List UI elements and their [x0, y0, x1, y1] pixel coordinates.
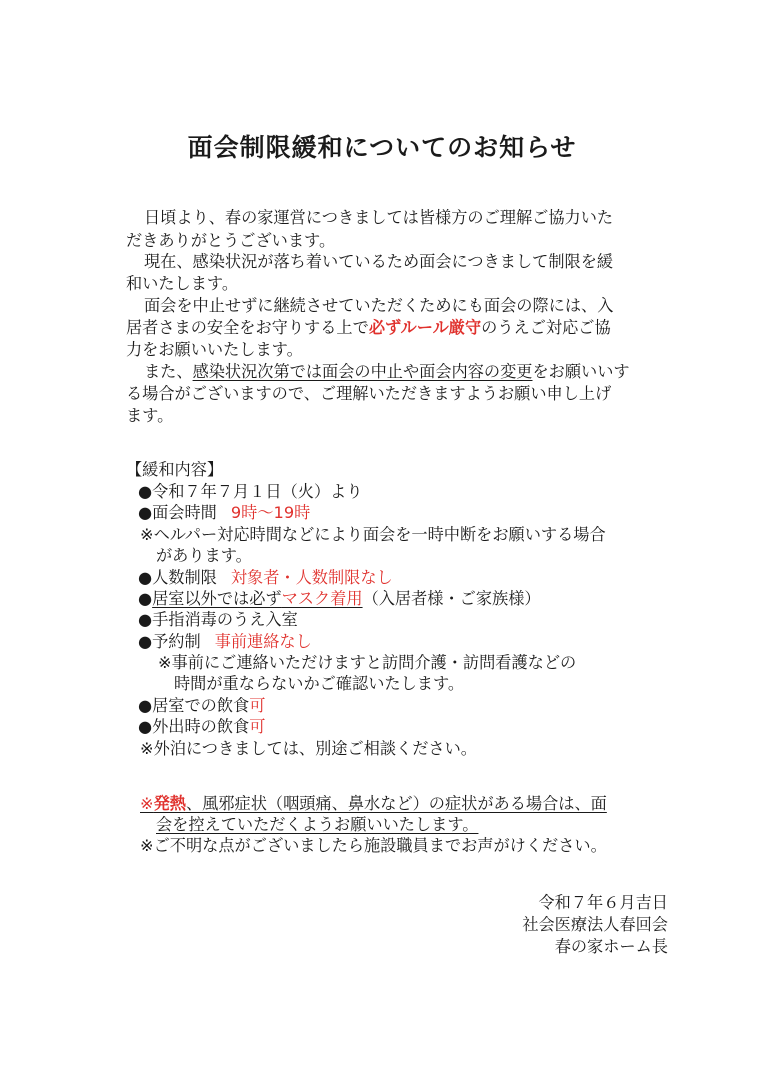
details-heading: 【緩和内容】 — [126, 460, 224, 479]
visit-hours-value: 9時～19時 — [230, 503, 311, 522]
reservation-note-line1: ※事前にご連絡いただけますと訪問介護・訪問看護などの — [158, 653, 577, 672]
details-start-date: ●令和７年７月１日（火）より — [138, 482, 363, 501]
hours-note-line2: があります。 — [156, 546, 252, 565]
details-people-limit — [138, 568, 393, 588]
intro-p4-line1 — [144, 362, 630, 382]
notice-line2 — [156, 815, 478, 835]
eat-room-label: ●居室での飲食 — [138, 696, 250, 715]
people-limit-value: 対象者・人数制限なし — [230, 568, 393, 587]
details-visit-hours — [138, 503, 310, 523]
intro-p3-line2 — [126, 318, 611, 338]
details-reservation — [138, 632, 312, 652]
details-hand-sanitize: ●手指消毒のうえ入室 — [138, 610, 298, 629]
eat-room-value: 可 — [249, 696, 266, 715]
details-mask — [138, 589, 541, 609]
signature-date: 令和７年６月吉日 — [538, 893, 668, 912]
intro-p3-line1: 面会を中止せずに継続させていただくためにも面会の際には、入 — [144, 296, 614, 315]
intro-p1-line1: 日頃より、春の家運営につきましては皆様方のご理解ご協力いた — [144, 208, 614, 227]
fever-emphasis: 発熱 — [153, 794, 186, 813]
details-eat-room — [138, 696, 265, 716]
intro-p1-line2: だきありがとうございます。 — [126, 231, 336, 250]
mask-bullet: ● — [138, 589, 153, 608]
details-overnight: ※外泊につきましては、別途ご相談ください。 — [140, 739, 477, 758]
eat-out-label: ●外出時の飲食 — [138, 717, 250, 736]
rule-emphasis: 必ずルール厳守 — [368, 318, 482, 337]
people-limit-label: ●人数制限 — [138, 568, 217, 587]
intro-p2-line2: 和いたします。 — [126, 274, 239, 293]
intro-p3-text-b: のうえご対応ご協 — [481, 318, 611, 337]
details-eat-out — [138, 717, 265, 737]
mask-text-underlined — [152, 589, 362, 608]
intro-p3-text-a: 居者さまの安全をお守りする上で — [126, 318, 369, 337]
notice-line3: ※ご不明な点がございましたら施設職員までお声がけください。 — [140, 836, 607, 855]
mask-text-b: （入居者様・ご家族様） — [362, 589, 541, 608]
reservation-value: 事前連絡なし — [214, 632, 312, 651]
visit-hours-label: ●面会時間 — [138, 503, 217, 522]
mask-emphasis: マスク着用 — [281, 589, 363, 608]
intro-p4-underlined: 感染状況次第では面会の中止や面会内容の変更 — [192, 362, 533, 381]
reservation-note-line2: 時間が重ならないかご確認いたします。 — [174, 674, 465, 693]
notice-line2-text: 会を控えていただくようお願いいたします。 — [156, 815, 479, 834]
intro-p2-line1: 現在、感染状況が落ち着いているため面会につきまして制限を緩 — [144, 252, 614, 271]
intro-p4-text-a: また、 — [144, 362, 193, 381]
notice-line1-text: 、風邪症状（咽頭痛、鼻水など）の症状がある場合は、面 — [185, 794, 607, 813]
eat-out-value: 可 — [249, 717, 266, 736]
notice-line1 — [140, 794, 607, 814]
page-title: 面会制限緩和についてのお知らせ — [187, 133, 577, 162]
intro-p4-line2: る場合がございますので、ご理解いただきますようお願い申し上げ — [126, 384, 612, 403]
intro-p3-line3: 力をお願いいたします。 — [126, 340, 303, 359]
signature-name: 春の家ホーム長 — [554, 937, 668, 956]
notice-line1-underlined — [140, 794, 607, 813]
notice-mark: ※ — [140, 794, 154, 813]
intro-p4-line3: ます。 — [126, 406, 174, 425]
mask-text-a: 居室以外では必ず — [152, 589, 282, 608]
signature-org: 社会医療法人春回会 — [522, 915, 668, 934]
reservation-label: ●予約制 — [138, 632, 201, 651]
hours-note-line1: ※ヘルパー対応時間などにより面会を一時中断をお願いする場合 — [140, 525, 606, 544]
intro-p4-text-b: をお願いいす — [532, 362, 630, 381]
